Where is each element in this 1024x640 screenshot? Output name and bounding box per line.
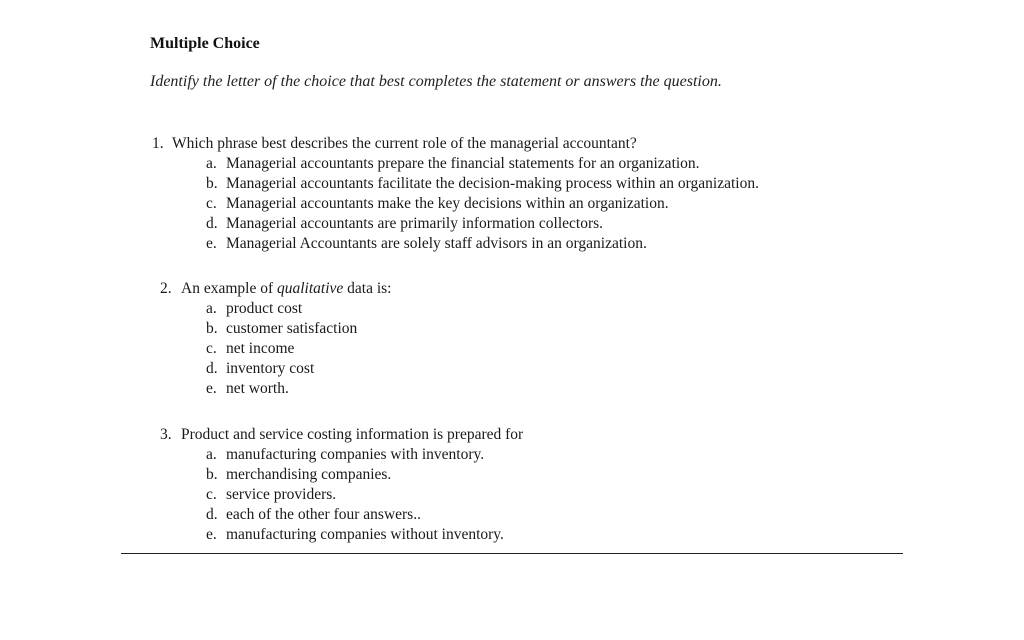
question-text-after: data is: xyxy=(343,280,392,297)
option-text: Managerial accountants facilitate the decision-making process within an organization. xyxy=(226,175,759,192)
option-d xyxy=(152,214,759,234)
option-letter: d. xyxy=(206,360,218,377)
option-letter: d. xyxy=(206,506,218,523)
option-a xyxy=(152,154,759,174)
option-text: net worth. xyxy=(226,380,289,397)
question-number: 1. xyxy=(152,135,164,152)
option-b xyxy=(160,465,523,485)
option-text: service providers. xyxy=(226,486,337,503)
option-b xyxy=(152,174,759,194)
option-e xyxy=(152,234,759,254)
option-a xyxy=(160,445,523,465)
option-text: merchandising companies. xyxy=(226,466,392,483)
question-stem xyxy=(160,279,392,299)
section-instructions: Identify the letter of the choice that best completes the statement or answers the question. xyxy=(150,73,722,90)
question-1 xyxy=(152,134,759,254)
option-letter: e. xyxy=(206,235,217,252)
option-text: Managerial accountants are primarily information collectors. xyxy=(226,215,604,232)
option-a xyxy=(160,299,392,319)
option-c xyxy=(152,194,759,214)
option-text: customer satisfaction xyxy=(226,320,358,337)
option-letter: b. xyxy=(206,320,218,337)
option-text: Managerial accountants make the key decisions within an organization. xyxy=(226,195,669,212)
option-c xyxy=(160,339,392,359)
question-text-before: An example of xyxy=(181,280,277,297)
option-text: each of the other four answers.. xyxy=(226,506,421,523)
option-letter: e. xyxy=(206,526,217,543)
option-text: Managerial Accountants are solely staff advisors in an organization. xyxy=(226,235,647,252)
question-text xyxy=(181,279,392,299)
question-text: Which phrase best describes the current role of the managerial accountant? xyxy=(172,135,637,152)
option-text: inventory cost xyxy=(226,360,315,377)
question-number: 2. xyxy=(160,280,172,297)
option-text: product cost xyxy=(226,300,303,317)
option-e xyxy=(160,379,392,399)
horizontal-rule xyxy=(121,553,903,554)
option-letter: c. xyxy=(206,340,217,357)
option-text: manufacturing companies with inventory. xyxy=(226,446,485,463)
question-2 xyxy=(160,279,392,399)
option-letter: a. xyxy=(206,300,217,317)
option-b xyxy=(160,319,392,339)
option-d xyxy=(160,505,523,525)
option-e xyxy=(160,525,523,545)
option-c xyxy=(160,485,523,505)
option-letter: c. xyxy=(206,486,217,503)
option-d xyxy=(160,359,392,379)
option-text: Managerial accountants prepare the financial statements for an organization. xyxy=(226,155,700,172)
question-3 xyxy=(160,425,523,545)
question-stem xyxy=(152,134,759,154)
section-heading: Multiple Choice xyxy=(150,35,260,52)
option-letter: c. xyxy=(206,195,217,212)
question-number: 3. xyxy=(160,426,172,443)
option-text: manufacturing companies without inventory. xyxy=(226,526,504,543)
question-stem xyxy=(160,425,523,445)
option-letter: d. xyxy=(206,215,218,232)
option-letter: b. xyxy=(206,466,218,483)
option-text: net income xyxy=(226,340,295,357)
option-letter: a. xyxy=(206,155,217,172)
option-letter: e. xyxy=(206,380,217,397)
question-text-emphasis: qualitative xyxy=(276,280,344,297)
question-text: Product and service costing information is prepared for xyxy=(181,426,524,443)
option-letter: a. xyxy=(206,446,217,463)
option-letter: b. xyxy=(206,175,218,192)
